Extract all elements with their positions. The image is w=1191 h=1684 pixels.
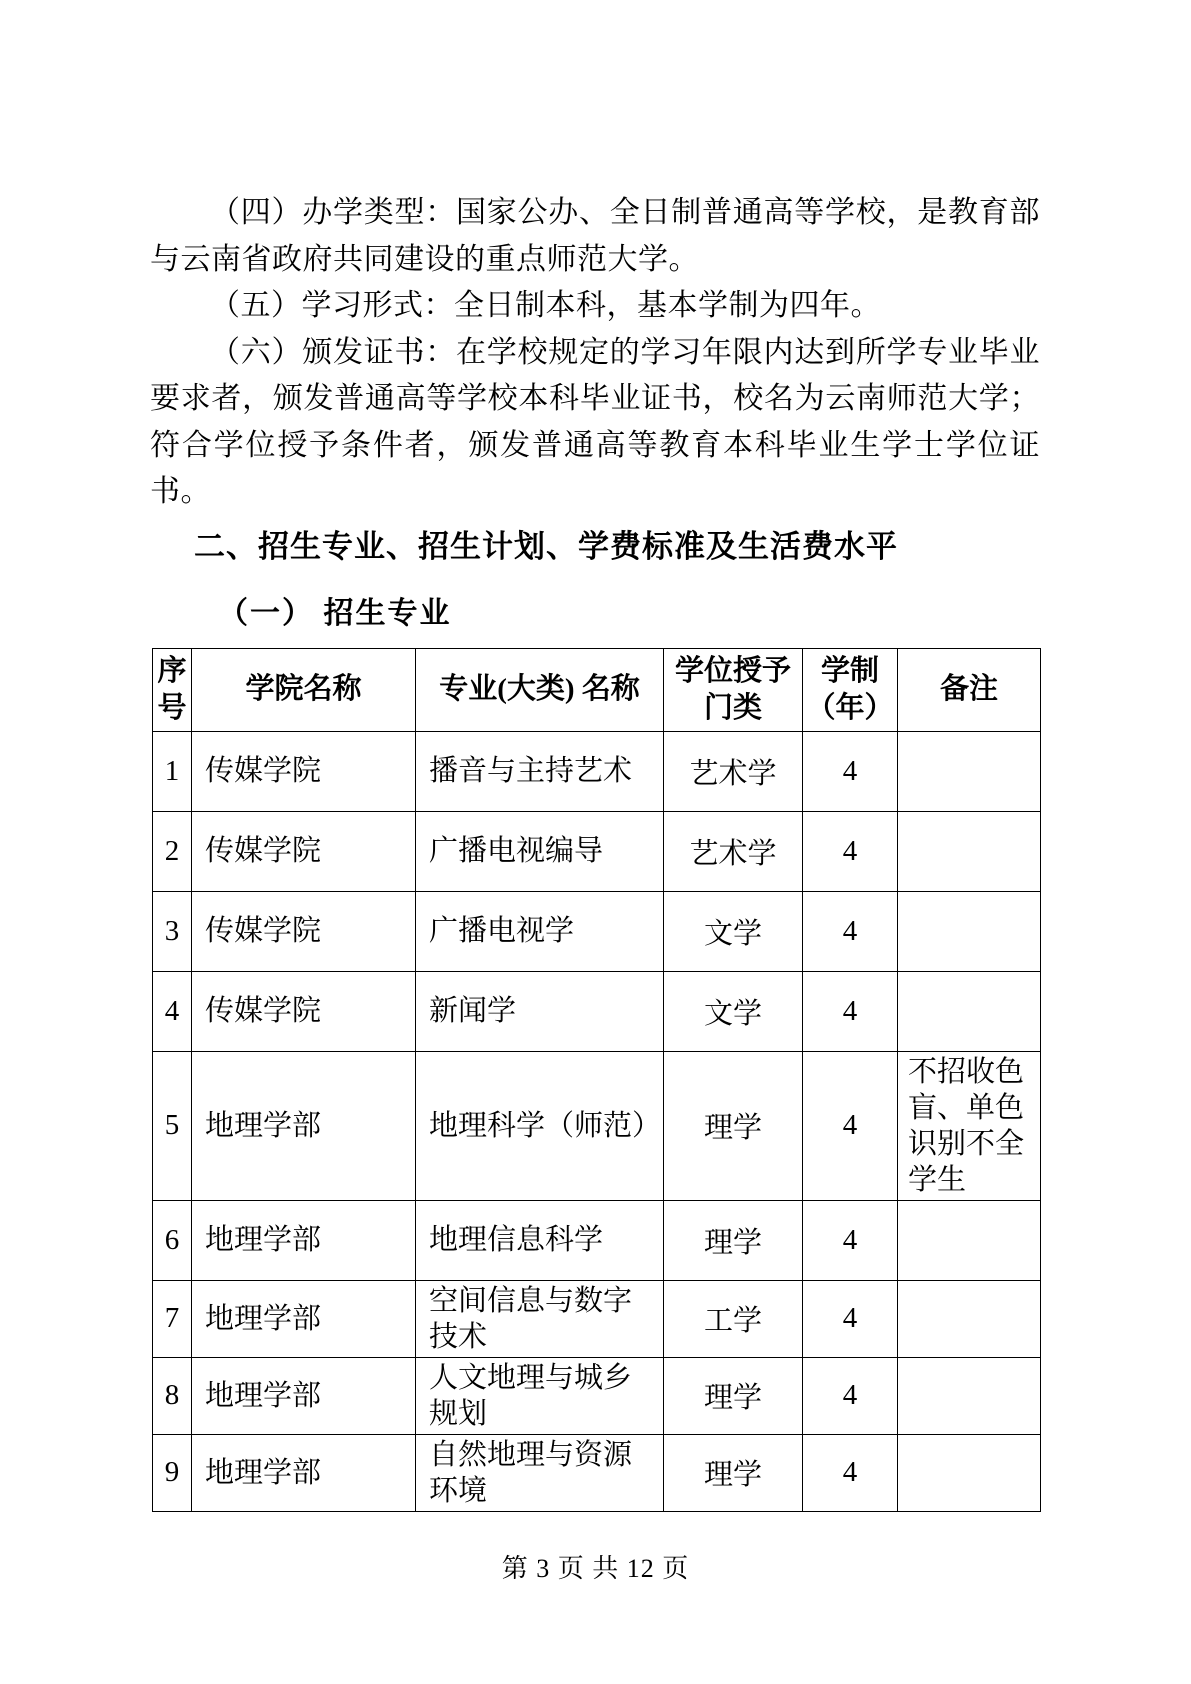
cell-remark (898, 731, 1041, 811)
cell-serial-number: 3 (153, 891, 192, 971)
table-header (153, 648, 1041, 731)
cell-major-name: 地理信息科学 (416, 1200, 664, 1280)
table-row (153, 1357, 1041, 1434)
cell-serial-number: 2 (153, 811, 192, 891)
cell-study-years: 4 (803, 1051, 898, 1200)
paragraph-study-form: （五）学习形式：全日制本科，基本学制为四年。 (210, 289, 881, 322)
cell-study-years: 4 (803, 811, 898, 891)
table-header-row (153, 648, 1041, 731)
cell-remark: 不招收色盲、单色识别不全学生 (898, 1051, 1041, 1200)
cell-study-years: 4 (803, 1200, 898, 1280)
cell-college-name: 地理学部 (192, 1200, 416, 1280)
cell-college-name: 地理学部 (192, 1280, 416, 1357)
header-study-years: 学制（年） (803, 648, 898, 731)
cell-study-years: 4 (803, 971, 898, 1051)
cell-serial-number: 1 (153, 731, 192, 811)
cell-major-name: 地理科学（师范） (416, 1051, 664, 1200)
cell-remark (898, 811, 1041, 891)
cell-college-name: 传媒学院 (192, 811, 416, 891)
header-major-name: 专业(大类) 名称 (416, 648, 664, 731)
cell-degree-category: 理学 (664, 1357, 803, 1434)
cell-major-name: 自然地理与资源环境 (416, 1434, 664, 1511)
table-row (153, 1051, 1041, 1200)
cell-study-years: 4 (803, 891, 898, 971)
cell-college-name: 传媒学院 (192, 731, 416, 811)
cell-major-name: 广播电视编导 (416, 811, 664, 891)
cell-study-years: 4 (803, 1357, 898, 1434)
cell-degree-category: 理学 (664, 1434, 803, 1511)
table-row (153, 811, 1041, 891)
cell-serial-number: 6 (153, 1200, 192, 1280)
header-college-name: 学院名称 (192, 648, 416, 731)
table-row (153, 971, 1041, 1051)
cell-degree-category: 艺术学 (664, 811, 803, 891)
admission-majors-table (152, 648, 1041, 1512)
cell-serial-number: 7 (153, 1280, 192, 1357)
cell-degree-category: 理学 (664, 1200, 803, 1280)
cell-remark (898, 971, 1041, 1051)
cell-degree-category: 艺术学 (664, 731, 803, 811)
section-heading: 二、招生专业、招生计划、学费标准及生活费水平 (194, 528, 898, 564)
header-remarks: 备注 (898, 648, 1041, 731)
cell-study-years: 4 (803, 1434, 898, 1511)
table-row (153, 891, 1041, 971)
cell-degree-category: 理学 (664, 1051, 803, 1200)
document-page (150, 0, 1040, 1512)
cell-remark (898, 1280, 1041, 1357)
cell-major-name: 空间信息与数字技术 (416, 1280, 664, 1357)
subsection-heading: （一） 招生专业 (218, 596, 452, 630)
cell-major-name: 新闻学 (416, 971, 664, 1051)
table-body (153, 731, 1041, 1511)
cell-serial-number: 9 (153, 1434, 192, 1511)
header-serial-number: 序号 (153, 648, 192, 731)
cell-major-name: 人文地理与城乡规划 (416, 1357, 664, 1434)
cell-major-name: 广播电视学 (416, 891, 664, 971)
table-row (153, 1280, 1041, 1357)
cell-study-years: 4 (803, 1280, 898, 1357)
cell-degree-category: 工学 (664, 1280, 803, 1357)
cell-study-years: 4 (803, 731, 898, 811)
page-number-indicator: 第 3 页 共 12 页 (501, 1554, 690, 1583)
cell-college-name: 地理学部 (192, 1051, 416, 1200)
cell-serial-number: 8 (153, 1357, 192, 1434)
cell-college-name: 传媒学院 (192, 971, 416, 1051)
paragraph-certificates: （六）颁发证书：在学校规定的学习年限内达到所学专业毕业要求者，颁发普通高等学校本科毕业证书，校名为云南师范大学；符合学位授予条件者，颁发普通高等教育本科毕业生学士学位证书。 (150, 335, 1040, 508)
cell-college-name: 地理学部 (192, 1434, 416, 1511)
cell-serial-number: 5 (153, 1051, 192, 1200)
paragraph-school-type: （四）办学类型：国家公办、全日制普通高等学校，是教育部与云南省政府共同建设的重点师范大学。 (150, 196, 1040, 276)
cell-college-name: 地理学部 (192, 1357, 416, 1434)
cell-degree-category: 文学 (664, 891, 803, 971)
cell-college-name: 传媒学院 (192, 891, 416, 971)
cell-remark (898, 1200, 1041, 1280)
table-row (153, 1200, 1041, 1280)
cell-degree-category: 文学 (664, 971, 803, 1051)
table-row (153, 731, 1041, 811)
table-row (153, 1434, 1041, 1511)
cell-major-name: 播音与主持艺术 (416, 731, 664, 811)
cell-remark (898, 891, 1041, 971)
header-degree-category: 学位授予门类 (664, 648, 803, 731)
cell-remark (898, 1434, 1041, 1511)
cell-serial-number: 4 (153, 971, 192, 1051)
cell-remark (898, 1357, 1041, 1434)
